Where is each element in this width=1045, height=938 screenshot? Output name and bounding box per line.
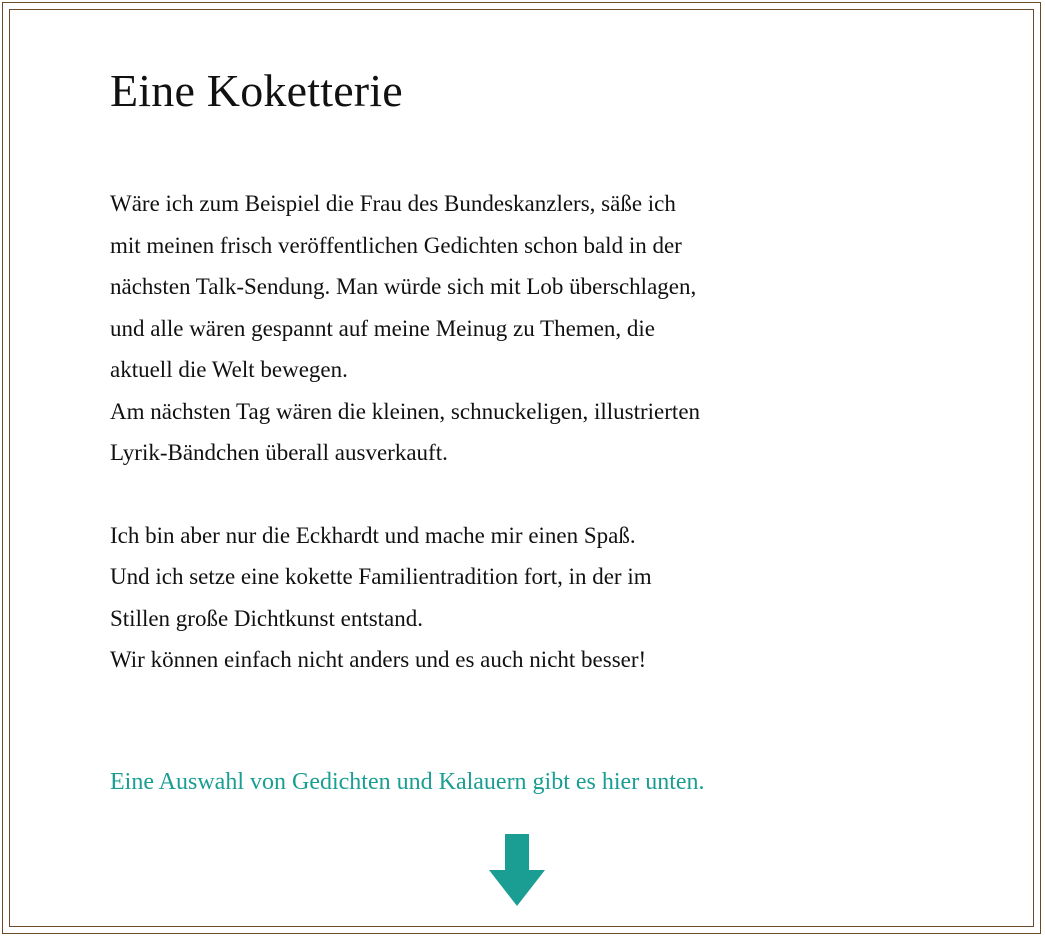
page-title: Eine Koketterie xyxy=(110,65,403,116)
second-line: Wir können einfach nicht anders und es auch nicht besser! xyxy=(110,647,647,672)
intro-line: Am nächsten Tag wären die kleinen, schnuckeligen, illustrierten xyxy=(110,398,701,424)
intro-line: Wäre ich zum Beispiel die Frau des Bundeskanzlers, säße ich xyxy=(110,191,676,216)
intro-line: nächsten Talk-Sendung. Man würde sich mit Lob überschlagen, xyxy=(110,274,697,299)
intro-line: und alle wären gespannt auf meine Meinug zu Themen, die xyxy=(110,315,656,341)
intro-line: mit meinen frisch veröffentlichen Gedichten schon bald in der xyxy=(110,232,682,258)
second-line: Und ich setze eine kokette Familientradition fort, in der im xyxy=(110,564,652,589)
intro-line: Lyrik-Bändchen überall ausverkauft. xyxy=(110,440,448,465)
intro-paragraph xyxy=(110,183,916,474)
intro-line: aktuell die Welt bewegen. xyxy=(110,357,348,382)
arrow-down-icon[interactable] xyxy=(487,834,547,906)
second-paragraph xyxy=(110,515,916,681)
second-line: Ich bin aber nur die Eckhardt und mache mir einen Spaß. xyxy=(110,522,636,548)
article xyxy=(110,52,916,802)
second-line: Stillen große Dichtkunst entstand. xyxy=(110,605,424,631)
selection-link[interactable]: Eine Auswahl von Gedichten und Kalauern gibt es hier unten. xyxy=(110,768,705,795)
